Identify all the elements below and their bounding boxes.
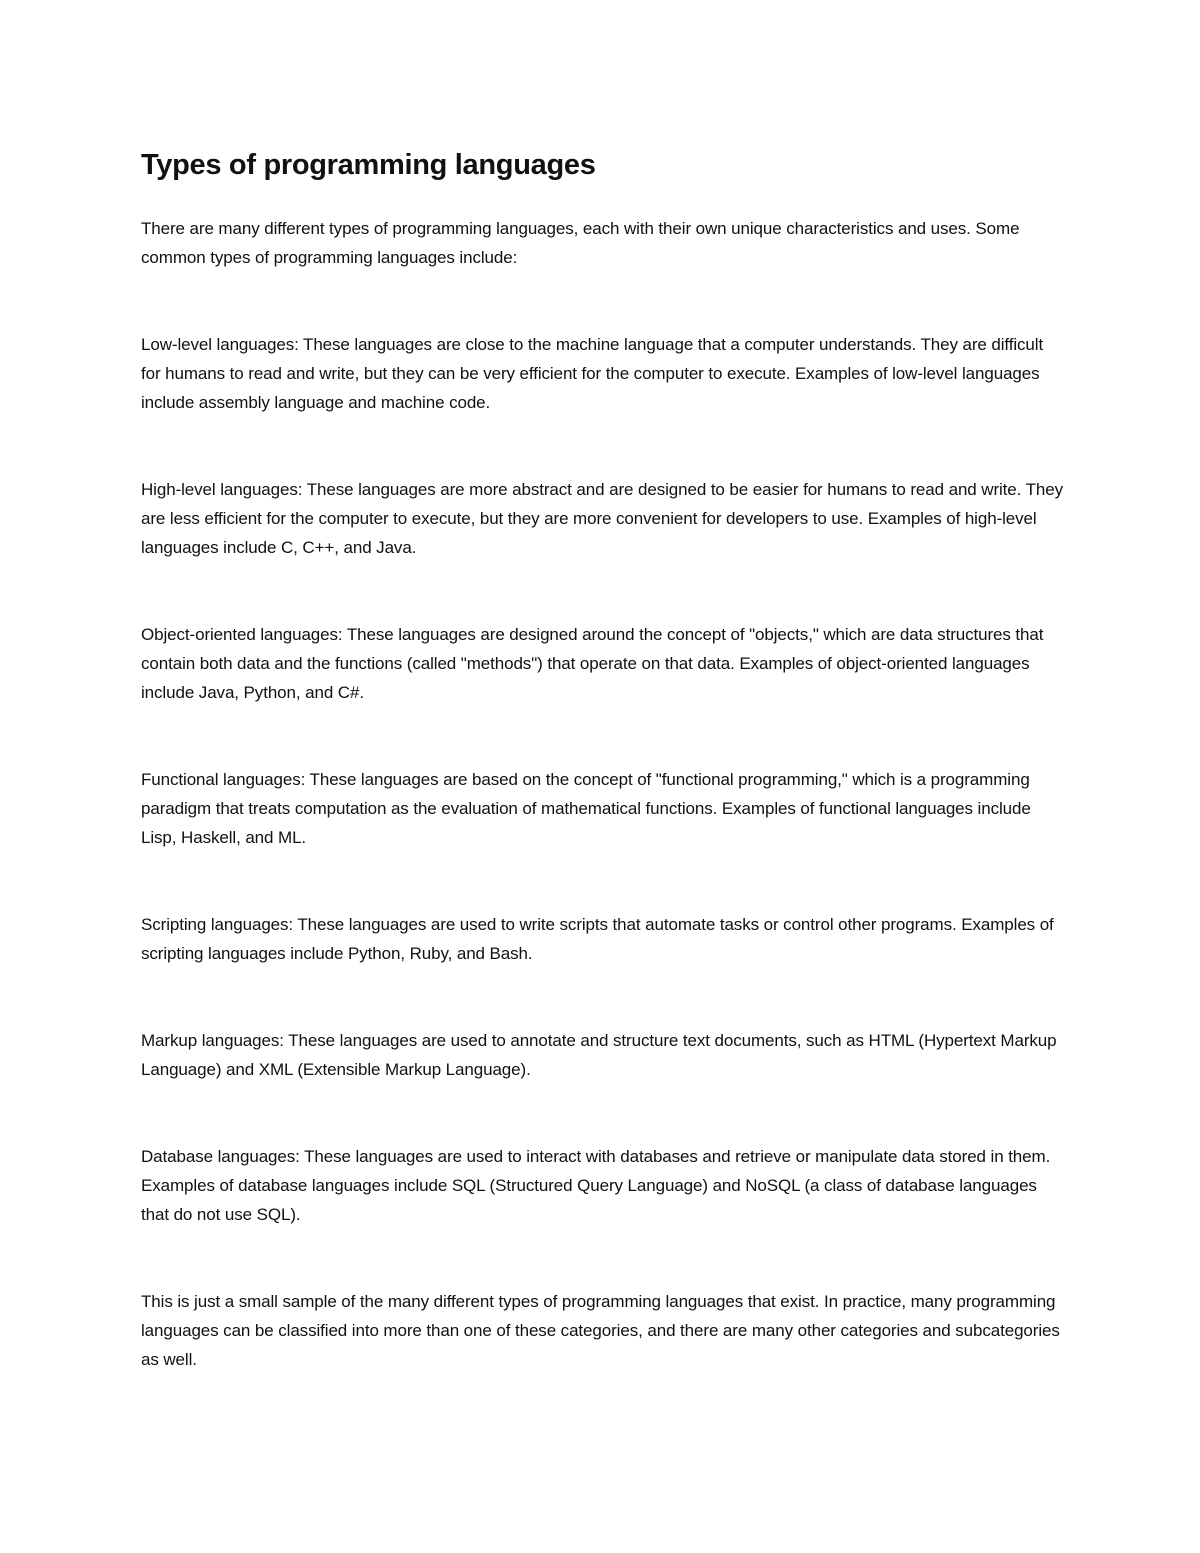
paragraph-database: Database languages: These languages are used to interact with databases and retrieve or manipulate data stored in them. Examples of database languages include SQL (Structured Query Language) and NoSQL (a class of database languages that do not use SQL). [141, 1147, 1051, 1224]
document-page [141, 136, 1066, 1432]
paragraph-object-oriented: Object-oriented languages: These languages are designed around the concept of "objects," which are data structures that contain both data and the functions (called "methods") that operate on that data. Examples of object-oriented languages include Java, Python, and C#. [141, 625, 1044, 702]
paragraph-functional: Functional languages: These languages are based on the concept of "functional programming," which is a programming paradigm that treats computation as the evaluation of mathematical functions. Examples of functional languages include Lisp, Haskell, and ML. [141, 770, 1031, 847]
closing-paragraph: This is just a small sample of the many different types of programming languages that exist. In practice, many programming languages can be classified into more than one of these categories, and there are many other categories and subcategories as well. [141, 1292, 1060, 1369]
paragraph-markup: Markup languages: These languages are used to annotate and structure text documents, such as HTML (Hypertext Markup Language) and XML (Extensible Markup Language). [141, 1031, 1057, 1079]
intro-paragraph: There are many different types of programming languages, each with their own unique characteristics and uses. Some common types of programming languages include: [141, 219, 1020, 267]
paragraph-high-level: High-level languages: These languages are more abstract and are designed to be easier for humans to read and write. They are less efficient for the computer to execute, but they are more convenient for developers to use. Examples of high-level languages include C, C++, and Java. [141, 480, 1063, 557]
paragraph-low-level: Low-level languages: These languages are close to the machine language that a computer understands. They are difficult for humans to read and write, but they can be very efficient for the computer to execute. Examples of low-level languages include assembly language and machine code. [141, 335, 1044, 412]
paragraph-scripting: Scripting languages: These languages are used to write scripts that automate tasks or control other programs. Examples of scripting languages include Python, Ruby, and Bash. [141, 915, 1054, 963]
document-title: Types of programming languages [141, 149, 596, 181]
